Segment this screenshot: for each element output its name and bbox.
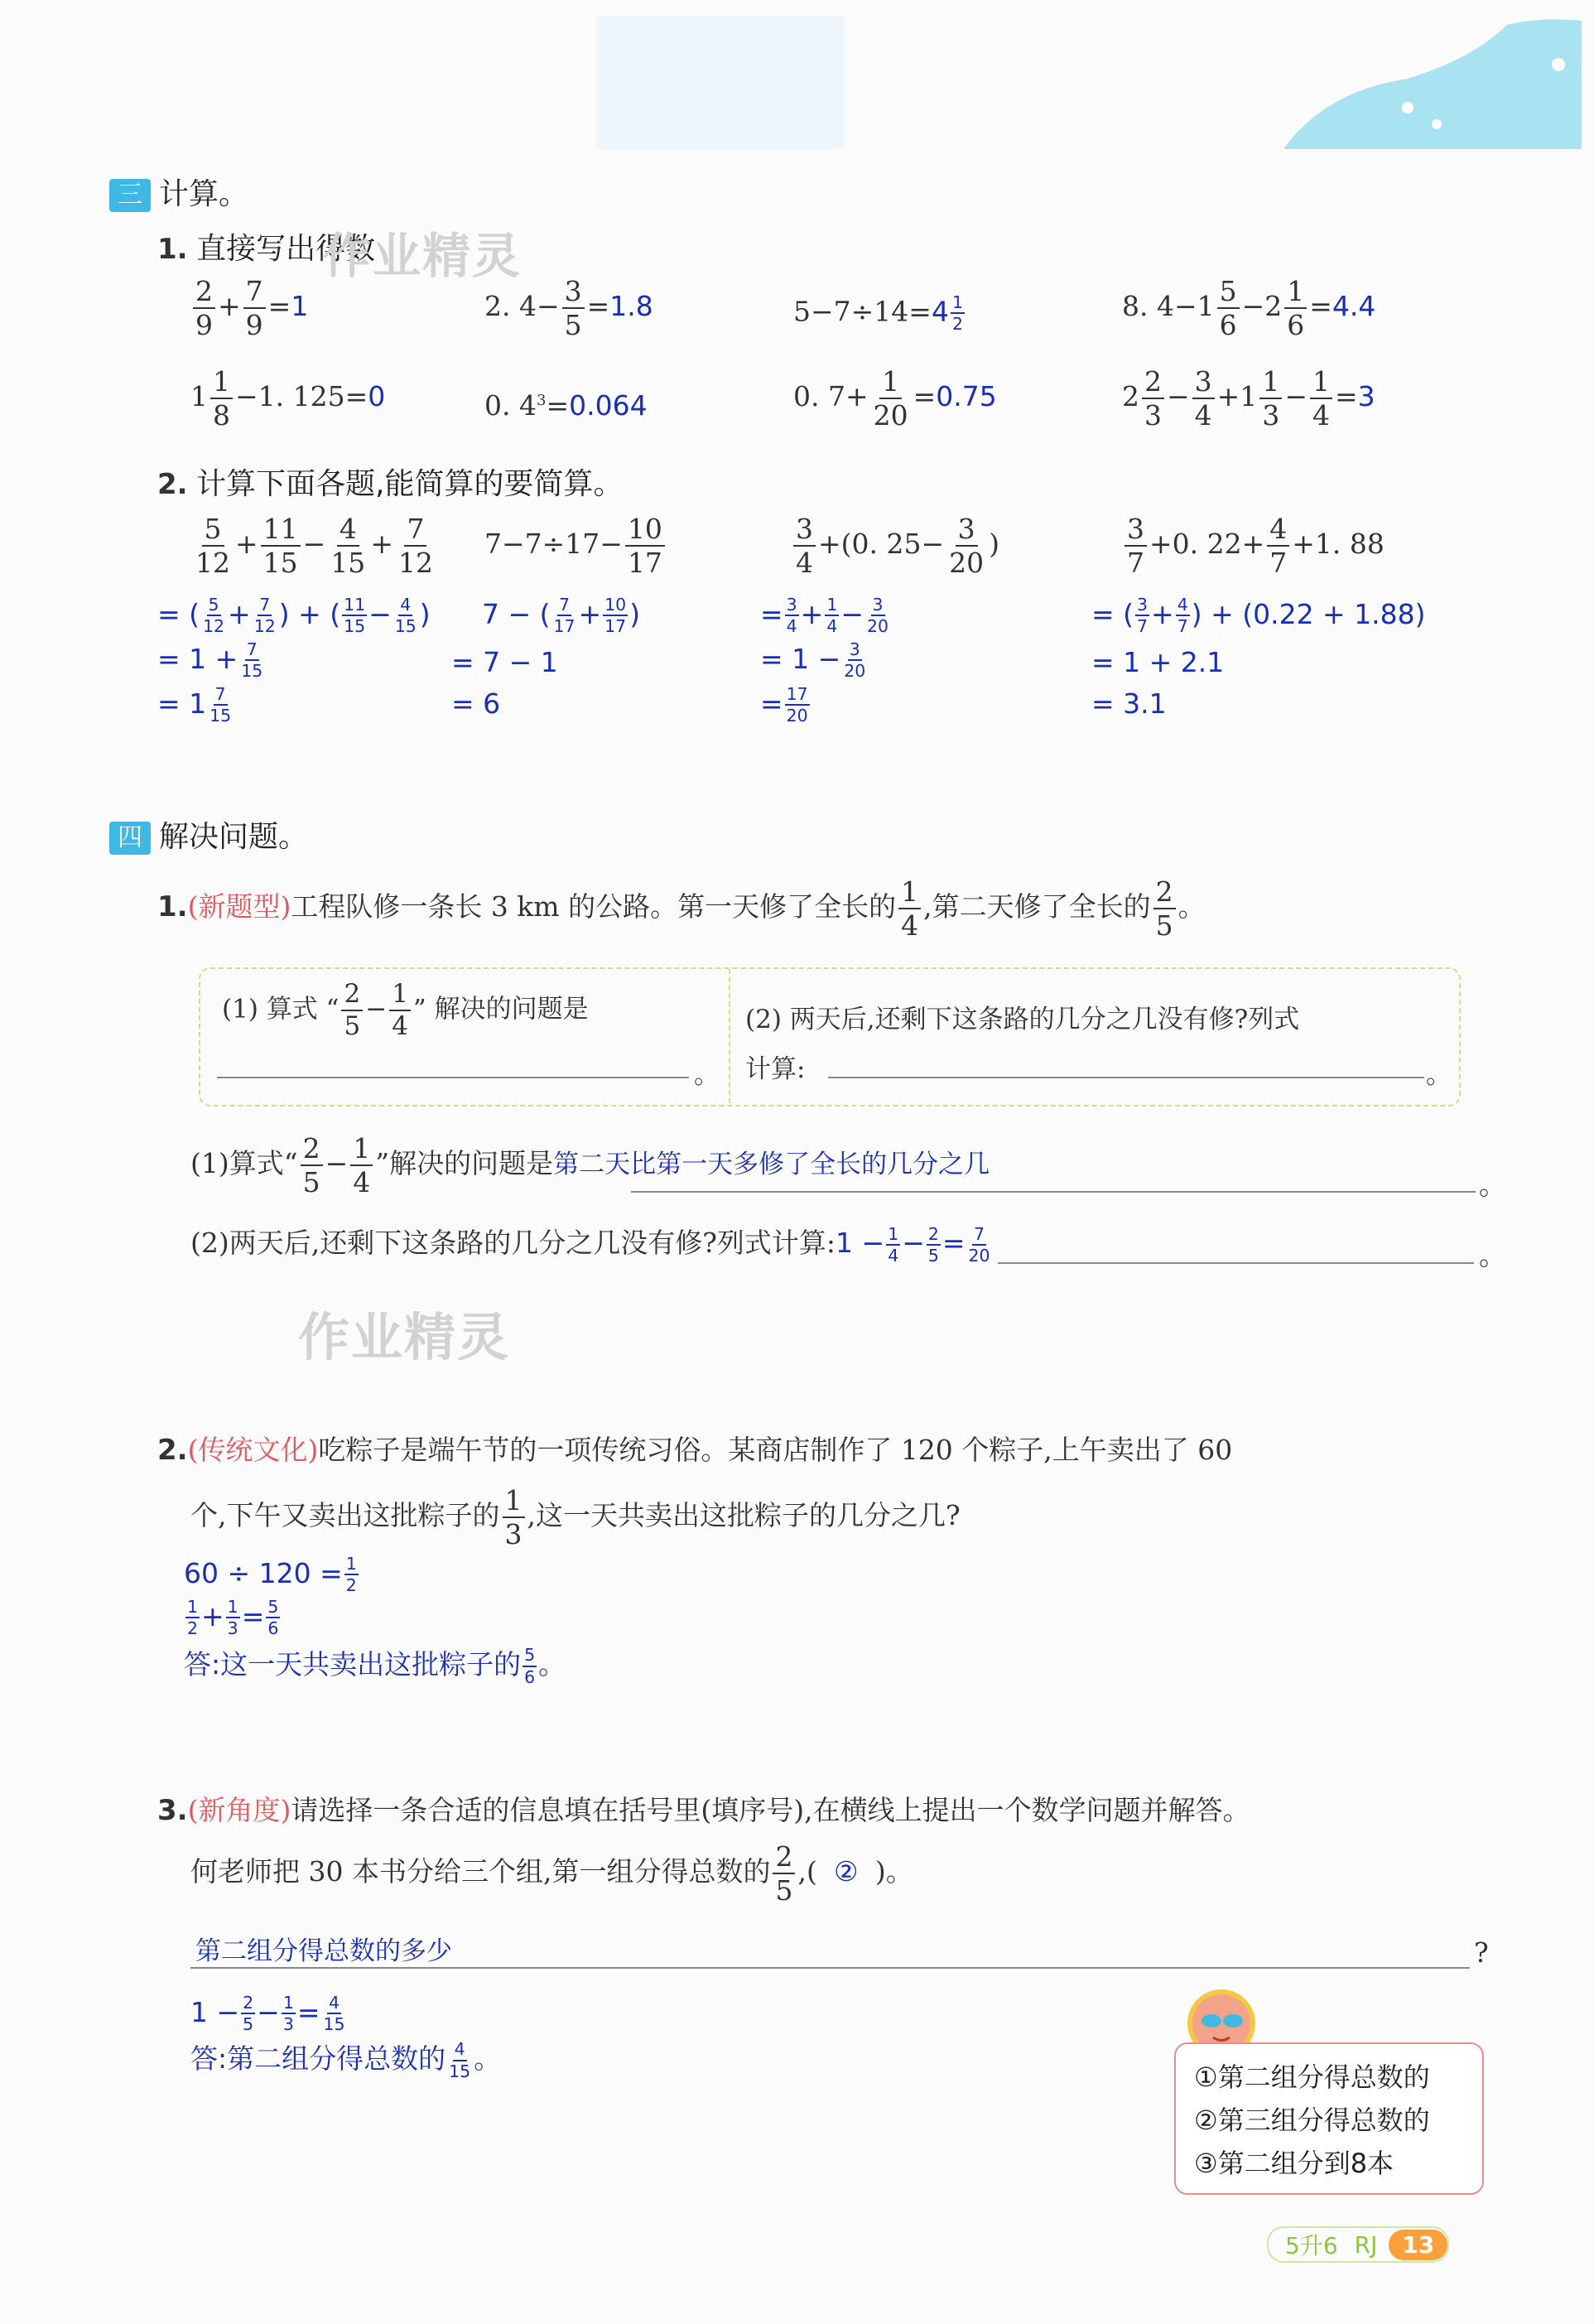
problem-3-text: 3.(新角度)请选择一条合适的信息填在括号里(填序号),在横线上提出一个数学问题并解答。 [157,1794,1250,1827]
problem-1-box-left-blank[interactable] [217,1077,689,1078]
section4-title: 解决问题。 [159,820,309,854]
problem-3-text-line2: 何老师把 30 本书分给三个组,第一组分得总数的 $\frac{2}{5}$ ,( ② )。 [190,1840,913,1907]
oral-calc-3: 5−7÷14=4 $\frac{1}{2}$ [793,292,963,335]
calc-problem-2-step-3: = 6 [451,687,501,720]
problem-1-box-right-blank[interactable] [828,1077,1424,1078]
header-decoration [0,0,1594,157]
calc-problem-1-step-2: = 1 + $\frac{7}{15}$ [157,639,263,682]
page-footer [1267,2226,1449,2263]
section3-heading [109,171,248,213]
problem-3-step-1: 1 − $\frac{2}{5}$ − $\frac{1}{3}$ = $\frac{4}{15}$ [190,1993,345,2035]
problem-3-answer: 答:第二组分得总数的 $\frac{4}{15}$ 。 [190,2039,502,2081]
problem-2-text-line2: 个,下午又卖出这批粽子的 $\frac{1}{3}$ ,这一天共卖出这批粽子的几分之几? [190,1484,961,1550]
problem-1-text: 1.(新题型)工程队修一条长 3 km 的公路。第一天修了全长的 $\frac{1}{4}$ ,第二天修了全长的 $\frac{2}{5}$ 。 [157,875,1206,942]
q1-heading: 1. 直接写出得数 [157,232,376,266]
calc-problem-3-step-2: = 1 − $\frac{3}{20}$ [760,639,866,682]
problem-1-answer-2: (2)两天后,还剩下这条路的几分之几没有修?列式计算:1 − $\frac{1}{4}$ − $\frac{2}{5}$ = $\frac{7}{20}$ [190,1223,990,1266]
problem-1-box-left-end: 。 [694,1060,720,1090]
calc-problem-1-step-3: = 1 $\frac{7}{15}$ [157,684,232,726]
calc-problem-2-step-1: 7 − ( $\frac{7}{17}$ + $\frac{10}{17}$ ) [482,595,641,637]
oral-calc-6: 0. $4^3=0.064$ [484,389,648,422]
section4-heading [109,813,308,856]
oral-calc-7: 0. 7+ $\frac{1}{20}$ =0.75 [793,365,997,432]
problem-3-question-line [190,1967,1470,1969]
options-box [1174,2042,1484,2195]
section3-title: 计算。 [159,177,249,211]
problem-3-choice[interactable]: ② [834,1855,859,1888]
problem-3-question[interactable]: 第二组分得总数的多少 [195,1936,452,1966]
problem-1-box-right-l2: 计算: [745,1054,806,1084]
oral-calc-1: $\frac{2}{9}$ + $\frac{7}{9}$ =1 [190,277,308,339]
problem-1-answer-2-end: 。 [1479,1239,1506,1271]
q2-heading: 2. 计算下面各题,能简算的要简算。 [157,467,624,501]
calc-problem-2-step-2: = 7 − 1 [451,646,558,678]
oral-calc-5: 1 $\frac{1}{8}$ −1. 125=0 [190,365,386,432]
calc-problem-2: 7−7÷17− $\frac{10}{17}$ [484,515,667,576]
calc-problem-3-step-3: = $\frac{17}{20}$ [760,684,808,726]
problem-1-box-left: (1) 算式 “ $\frac{2}{5}$ − $\frac{1}{4}$ ” 解决的问题是 [222,979,589,1041]
option-3: ③第二组分到8本 [1194,2148,1394,2179]
option-2: ②第三组分得总数的 [1194,2105,1430,2136]
oral-calc-4: 8. 4−1 $\frac{5}{6}$ −2 $\frac{1}{6}$ =4.4 [1122,275,1376,341]
oral-calc-2: 2. 4− $\frac{3}{5}$ =1.8 [484,275,653,341]
problem-1-box-divider [729,969,730,1103]
calc-problem-1-step-1: = ( $\frac{5}{12}$ + $\frac{7}{12}$ ) + ( $\frac{11}{15}$ − $\frac{4}{15}$ ) [157,595,431,637]
problem-1-answer-2-line [998,1262,1474,1264]
problem-3-question-mark: ? [1474,1936,1489,1969]
problem-2-step-1: 60 ÷ 120 = $\frac{1}{2}$ [184,1554,357,1596]
watermark: 作业精灵 [323,228,523,284]
calc-problem-3: $\frac{3}{4}$ +(0. 25− $\frac{3}{20}$ ) [791,515,999,576]
section4-badge: 四 [109,822,151,855]
footer-grade: 5升6 [1285,2232,1338,2259]
problem-2-answer: 答:这一天共卖出这批粽子的 $\frac{5}{6}$ 。 [184,1645,566,1687]
problem-2-text: 2.(传统文化)吃粽子是端午节的一项传统习俗。某商店制作了 120 个粽子,上午卖出了 60 [157,1434,1233,1467]
footer-edition: RJ [1354,2230,1378,2259]
calc-problem-1: $\frac{5}{12}$ + $\frac{11}{15}$ − $\frac{4}{15}$ + $\frac{7}{12}$ [195,513,433,579]
option-1: ①第二组分得总数的 [1194,2061,1430,2093]
problem-1-answer-1-line [631,1191,1476,1193]
watermark: 作业精灵 [298,1307,511,1367]
problem-1-answer-1-end: 。 [1479,1169,1506,1201]
page-number: 13 [1389,2230,1447,2260]
calc-problem-4-step-3: = 3.1 [1091,687,1167,720]
section3-badge: 三 [109,179,151,212]
problem-1-answer-1: (1)算式“ $\frac{2}{5}$ − $\frac{1}{4}$ ”解决的问题是第二天比第一天多修了全长的几分之几 [190,1132,990,1198]
calc-problem-4-step-2: = 1 + 2.1 [1091,646,1225,678]
problem-2-step-2: $\frac{1}{2}$ + $\frac{1}{3}$ = $\frac{5}{6}$ [187,1597,279,1639]
problem-1-box-right-l1: (2) 两天后,还剩下这条路的几分之几没有修?列式 [745,1005,1300,1034]
problem-1-box-right-end: 。 [1426,1060,1452,1090]
oral-calc-8: 2 $\frac{2}{3}$ − $\frac{3}{4}$ +1 $\frac{1}{3}$ − $\frac{1}{4}$ =3 [1122,365,1375,432]
calc-problem-4: $\frac{3}{7}$ +0. 22+ $\frac{4}{7}$ +1. 88 [1122,515,1385,576]
calc-problem-3-step-1: = $\frac{3}{4}$ + $\frac{1}{4}$ − $\frac{3}{20}$ [760,595,889,637]
calc-problem-4-step-1: = ( $\frac{3}{7}$ + $\frac{4}{7}$ ) + (0.22 + 1.88) [1091,595,1426,637]
